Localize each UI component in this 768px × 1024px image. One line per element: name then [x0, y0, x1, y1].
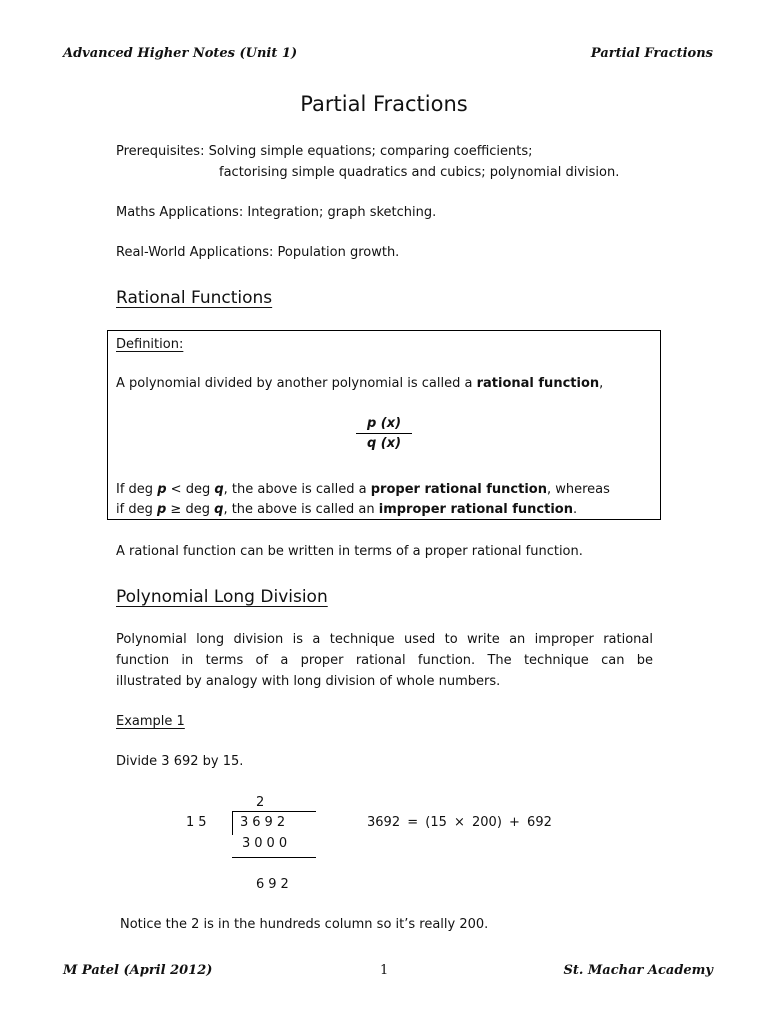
maths-applications-label: Maths Applications:: [116, 205, 244, 220]
notice-text: Notice the 2 is in the hundreds column so it’s really 200.: [120, 917, 489, 932]
subtract-line: [232, 857, 316, 858]
real-world-applications-text: Population growth.: [277, 245, 400, 260]
example-text: Divide 3 692 by 15.: [116, 754, 244, 769]
improper-if: if deg: [116, 502, 153, 517]
page-title: Partial Fractions: [300, 92, 468, 116]
var-p: p: [157, 482, 167, 497]
definition-text: A polynomial divided by another polynomial is called a rational function,: [116, 376, 604, 391]
var-p: p: [156, 502, 167, 517]
deg-prefix: deg: [185, 482, 211, 497]
definition-label: Definition:: [116, 337, 184, 352]
dividend: 3692: [240, 815, 290, 830]
less-than-symbol: <: [170, 482, 182, 497]
division-equation: 3692 = (15 × 200) + 692: [367, 815, 552, 830]
fraction-denominator: q (x): [366, 436, 402, 451]
division-bar: [232, 811, 316, 812]
improper-definition-line: if deg p ≥ deg q, the above is called an improper rational function.: [116, 502, 578, 517]
division-para-line3: illustrated by analogy with long division of whole numbers.: [116, 674, 501, 689]
proper-term: proper rational function: [370, 482, 547, 497]
long-division-heading: Polynomial Long Division: [116, 587, 328, 607]
prerequisites-line1: [116, 144, 533, 159]
proper-definition-line: [116, 482, 610, 497]
rational-functions-heading: Rational Functions: [116, 288, 273, 308]
improper-mid: , the above is called an: [223, 502, 375, 517]
after-box-text: A rational function can be written in terms of a proper rational function.: [116, 544, 583, 559]
prerequisites-label: Prerequisites:: [116, 144, 205, 159]
maths-applications-text: Integration; graph sketching.: [247, 205, 437, 220]
definition-sentence: A polynomial divided by another polynomial is called a: [116, 376, 473, 391]
proper-end: , whereas: [546, 482, 610, 497]
division-para-line1: Polynomial long division is a technique used to write an improper rational: [116, 632, 653, 647]
prerequisites-text: Solving simple equations; comparing coefficients;: [208, 144, 533, 159]
real-world-applications-label: Real-World Applications:: [116, 245, 274, 260]
quotient: 2: [256, 795, 269, 810]
rational-fraction: [352, 416, 416, 451]
var-q: q: [214, 502, 224, 517]
header-right: Partial Fractions: [590, 46, 713, 61]
improper-term: improper rational function: [378, 502, 573, 517]
footer-author: M Patel (April 2012): [63, 963, 213, 978]
proper-mid: , the above is called a: [223, 482, 367, 497]
remainder: 692: [256, 877, 293, 892]
subtract-value: 3000: [242, 836, 292, 851]
prerequisites-line2: factorising simple quadratics and cubics; polynomial division.: [219, 165, 620, 180]
real-world-applications: [116, 245, 399, 260]
definition-term: rational function: [476, 376, 600, 391]
divisor: 15: [186, 815, 211, 830]
division-para-line2: function in terms of a proper rational function. The technique can be: [116, 653, 653, 668]
deg-prefix: deg: [185, 502, 210, 517]
header-left: Advanced Higher Notes (Unit 1): [63, 46, 298, 61]
footer-school: St. Machar Academy: [563, 963, 713, 978]
page-number: 1: [380, 963, 389, 978]
example-label: Example 1: [116, 714, 185, 729]
division-bracket: [232, 811, 233, 835]
maths-applications: [116, 205, 436, 220]
greater-equal-symbol: ≥: [170, 502, 182, 517]
var-q: q: [214, 482, 224, 497]
proper-if: If deg: [116, 482, 154, 497]
fraction-numerator: p (x): [366, 416, 402, 431]
fraction-bar: [356, 433, 412, 434]
